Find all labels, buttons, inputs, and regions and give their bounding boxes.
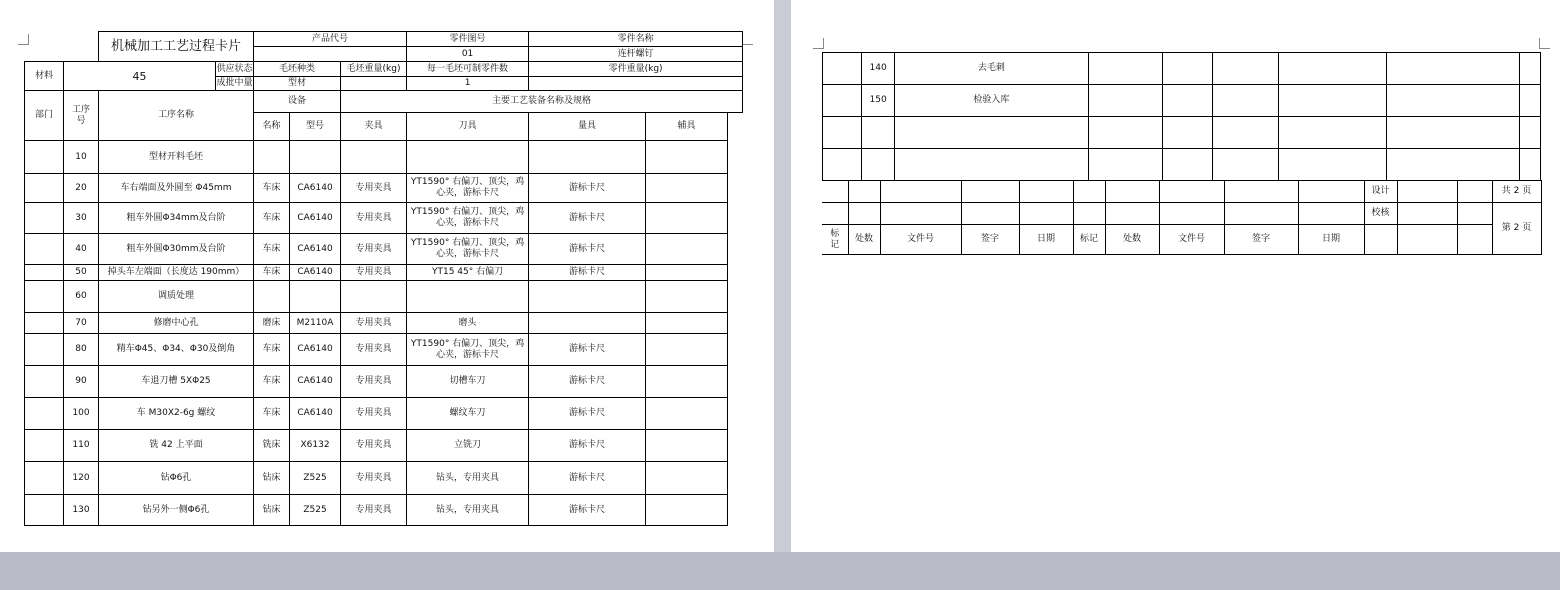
op-name: 去毛刺 xyxy=(895,53,1089,85)
equip-model-label: 型号 xyxy=(290,113,341,141)
op-no: 110 xyxy=(64,430,99,462)
op-no: 20 xyxy=(64,174,99,203)
blank-cell xyxy=(1088,117,1162,149)
equip-name: 车床 xyxy=(254,203,290,234)
dept-cell xyxy=(25,462,64,495)
part-drawing-value: 01 xyxy=(407,47,529,62)
cutter: YT1590° 右偏刀、顶尖，鸡心夹，游标卡尺 xyxy=(407,174,529,203)
gauge xyxy=(529,281,646,313)
fixture: 专用夹具 xyxy=(341,430,407,462)
material-value: 45 xyxy=(64,62,216,91)
gauge: 游标卡尺 xyxy=(529,265,646,281)
equip-model: CA6140 xyxy=(290,334,341,366)
cutter: YT1590° 右偏刀、顶尖，鸡心夹，游标卡尺 xyxy=(407,334,529,366)
op-no: 30 xyxy=(64,203,99,234)
crop-mark xyxy=(742,34,753,45)
gauge: 游标卡尺 xyxy=(529,430,646,462)
aux-label: 辅具 xyxy=(646,113,728,141)
blank-cell xyxy=(1088,53,1162,85)
equip-name: 磨床 xyxy=(254,313,290,334)
equip-name: 钻床 xyxy=(254,462,290,495)
fixture-label: 夹具 xyxy=(341,113,407,141)
fixture: 专用夹具 xyxy=(341,366,407,398)
material-label: 材料 xyxy=(25,62,64,91)
blank-cell xyxy=(1386,149,1519,181)
cutter: 立铣刀 xyxy=(407,430,529,462)
process-card-continued-table xyxy=(822,52,1541,181)
blank-cell xyxy=(862,149,895,181)
equip-model: CA6140 xyxy=(290,265,341,281)
part-drawing-label: 零件图号 xyxy=(407,32,529,47)
mark-label: 标记 xyxy=(822,225,848,255)
operation-row xyxy=(823,149,1541,181)
equip-name xyxy=(254,281,290,313)
cutter-label: 刀具 xyxy=(407,113,529,141)
op-name-label: 工序名称 xyxy=(99,91,254,141)
blank-cell xyxy=(823,85,862,117)
part-name-value: 连杆螺钉 xyxy=(529,47,743,62)
operation-row xyxy=(25,174,743,203)
dept-cell xyxy=(25,398,64,430)
date-label: 日期 xyxy=(1298,225,1364,255)
cutter: 磨头 xyxy=(407,313,529,334)
op-name: 型材开料毛坯 xyxy=(99,141,254,174)
op-name: 车 M30X2-6g 螺纹 xyxy=(99,398,254,430)
blank-cell xyxy=(895,149,1089,181)
operation-row xyxy=(25,265,743,281)
aux-cell xyxy=(646,234,728,265)
fixture xyxy=(341,141,407,174)
operation-row xyxy=(25,234,743,265)
gauge: 游标卡尺 xyxy=(529,334,646,366)
op-name: 铣 42 上平面 xyxy=(99,430,254,462)
equip-name: 车床 xyxy=(254,334,290,366)
signature-footer-table xyxy=(822,180,1542,255)
blank-type-value: 型材 xyxy=(254,77,341,91)
cutter: YT1590° 右偏刀、顶尖，鸡心夹，游标卡尺 xyxy=(407,234,529,265)
page-number: 第 2 页 xyxy=(1492,203,1541,255)
equip-model: CA6140 xyxy=(290,366,341,398)
place-label: 处数 xyxy=(1105,225,1159,255)
place-label: 处数 xyxy=(848,225,880,255)
blank-cell xyxy=(1519,85,1540,117)
fixture: 专用夹具 xyxy=(341,203,407,234)
equip-name: 车床 xyxy=(254,234,290,265)
gauge: 游标卡尺 xyxy=(529,203,646,234)
pieces-value: 1 xyxy=(407,77,529,91)
equip-model: CA6140 xyxy=(290,398,341,430)
aux-cell xyxy=(646,174,728,203)
operation-row xyxy=(25,366,743,398)
blank-cell xyxy=(1213,117,1279,149)
blank-cell xyxy=(1162,85,1212,117)
aux-cell xyxy=(646,265,728,281)
equip-model: CA6140 xyxy=(290,203,341,234)
dept-cell xyxy=(25,430,64,462)
aux-cell xyxy=(646,334,728,366)
blank-cell xyxy=(1279,85,1386,117)
dept-cell xyxy=(25,366,64,398)
sign-label: 签字 xyxy=(1224,225,1298,255)
operation-row xyxy=(25,141,743,174)
blank-cell xyxy=(1279,149,1386,181)
pieces-per-blank-label: 每一毛坯可制零件数 xyxy=(407,62,529,77)
blank-cell xyxy=(1213,53,1279,85)
dept-cell xyxy=(25,281,64,313)
tooling-label: 主要工艺装备名称及规格 xyxy=(341,91,743,113)
gauge xyxy=(529,141,646,174)
equip-name: 钻床 xyxy=(254,495,290,526)
dept-cell xyxy=(25,313,64,334)
blank-cell xyxy=(1279,53,1386,85)
blank-cell xyxy=(823,53,862,85)
operation-row xyxy=(25,462,743,495)
fixture: 专用夹具 xyxy=(341,398,407,430)
blank-type-label: 毛坯种类 xyxy=(254,62,341,77)
aux-cell xyxy=(646,462,728,495)
fixture xyxy=(341,281,407,313)
op-name: 粗车外圆Φ34mm及台阶 xyxy=(99,203,254,234)
equip-model xyxy=(290,281,341,313)
fixture: 专用夹具 xyxy=(341,313,407,334)
check-label: 校核 xyxy=(1364,203,1397,225)
blank-weight-label: 毛坯重量(kg) xyxy=(341,62,407,77)
operation-row xyxy=(25,203,743,234)
cutter xyxy=(407,281,529,313)
fixture: 专用夹具 xyxy=(341,334,407,366)
op-name: 精车Φ45、Φ34、Φ30及倒角 xyxy=(99,334,254,366)
op-no: 90 xyxy=(64,366,99,398)
gauge-label: 量具 xyxy=(529,113,646,141)
cutter: 钻头，专用夹具 xyxy=(407,462,529,495)
cutter: YT15 45° 右偏刀 xyxy=(407,265,529,281)
dept-cell xyxy=(25,265,64,281)
op-name: 修磨中心孔 xyxy=(99,313,254,334)
aux-cell xyxy=(646,430,728,462)
aux-cell xyxy=(646,141,728,174)
card-title: 机械加工工艺过程卡片 xyxy=(99,32,254,62)
dept-cell xyxy=(25,203,64,234)
blank-cell xyxy=(823,149,862,181)
gauge: 游标卡尺 xyxy=(529,234,646,265)
aux-cell xyxy=(646,398,728,430)
cutter: 切槽车刀 xyxy=(407,366,529,398)
op-no: 130 xyxy=(64,495,99,526)
gauge xyxy=(529,313,646,334)
dept-cell xyxy=(25,334,64,366)
cutter xyxy=(407,141,529,174)
operation-row xyxy=(25,334,743,366)
blank-cell xyxy=(1162,149,1212,181)
equip-model: CA6140 xyxy=(290,174,341,203)
op-no: 140 xyxy=(862,53,895,85)
sign-label: 签字 xyxy=(961,225,1019,255)
blank-cell xyxy=(1162,117,1212,149)
gauge: 游标卡尺 xyxy=(529,174,646,203)
blank-cell xyxy=(1088,85,1162,117)
equip-model: Z525 xyxy=(290,462,341,495)
aux-cell xyxy=(646,495,728,526)
op-name: 检验入库 xyxy=(895,85,1089,117)
op-no: 120 xyxy=(64,462,99,495)
equip-label: 设备 xyxy=(254,91,341,113)
document-page-2 xyxy=(791,0,1560,552)
fixture: 专用夹具 xyxy=(341,265,407,281)
supply-state-label: 供应状态 xyxy=(216,62,254,77)
dept-cell xyxy=(25,174,64,203)
gauge: 游标卡尺 xyxy=(529,366,646,398)
date-label: 日期 xyxy=(1019,225,1073,255)
operation-row xyxy=(823,117,1541,149)
equip-name: 车床 xyxy=(254,398,290,430)
op-name: 车退刀槽 5XΦ25 xyxy=(99,366,254,398)
blank-cell xyxy=(1088,149,1162,181)
blank-cell xyxy=(1519,149,1540,181)
equip-name xyxy=(254,141,290,174)
product-code-label: 产品代号 xyxy=(254,32,407,47)
operation-row xyxy=(25,430,743,462)
op-name: 掉头车左端面（长度达 190mm） xyxy=(99,265,254,281)
equip-model: M2110A xyxy=(290,313,341,334)
op-name: 钻另外一侧Φ6孔 xyxy=(99,495,254,526)
blank-cell xyxy=(823,117,862,149)
equip-name-label: 名称 xyxy=(254,113,290,141)
document-page-1 xyxy=(0,0,774,552)
blank-cell xyxy=(1386,117,1519,149)
op-no: 70 xyxy=(64,313,99,334)
gauge: 游标卡尺 xyxy=(529,462,646,495)
dept-cell xyxy=(25,141,64,174)
equip-name: 车床 xyxy=(254,366,290,398)
op-no: 50 xyxy=(64,265,99,281)
equip-model: Z525 xyxy=(290,495,341,526)
blank-cell xyxy=(1386,53,1519,85)
operation-row xyxy=(25,281,743,313)
op-no: 80 xyxy=(64,334,99,366)
aux-cell xyxy=(646,203,728,234)
blank-cell xyxy=(1386,85,1519,117)
equip-model: CA6140 xyxy=(290,234,341,265)
fixture: 专用夹具 xyxy=(341,462,407,495)
op-no: 60 xyxy=(64,281,99,313)
op-name: 钻Φ6孔 xyxy=(99,462,254,495)
blank-cell xyxy=(895,117,1089,149)
operation-row xyxy=(823,85,1541,117)
part-weight-label: 零件重量(kg) xyxy=(529,62,743,77)
op-no: 40 xyxy=(64,234,99,265)
total-pages: 共 2 页 xyxy=(1492,181,1541,203)
cutter: 螺纹车刀 xyxy=(407,398,529,430)
dept-label: 部门 xyxy=(25,91,64,141)
equip-model: X6132 xyxy=(290,430,341,462)
op-name: 车右端面及外圆至 Φ45mm xyxy=(99,174,254,203)
aux-cell xyxy=(646,366,728,398)
fixture: 专用夹具 xyxy=(341,234,407,265)
blank-cell xyxy=(1519,117,1540,149)
continued-operations-body xyxy=(823,53,1541,181)
gauge: 游标卡尺 xyxy=(529,398,646,430)
cutter: YT1590° 右偏刀、顶尖，鸡心夹，游标卡尺 xyxy=(407,203,529,234)
blank-cell xyxy=(1213,149,1279,181)
doc-no-label: 文件号 xyxy=(1159,225,1224,255)
operation-row xyxy=(823,53,1541,85)
dept-cell xyxy=(25,495,64,526)
equip-name: 铣床 xyxy=(254,430,290,462)
batch-label: 成批中量 xyxy=(216,77,254,91)
operation-row xyxy=(25,398,743,430)
crop-mark xyxy=(1539,38,1550,49)
page-gap xyxy=(774,0,791,552)
op-name: 粗车外圆Φ30mm及台阶 xyxy=(99,234,254,265)
fixture: 专用夹具 xyxy=(341,495,407,526)
part-name-label: 零件名称 xyxy=(529,32,743,47)
blank-cell xyxy=(1279,117,1386,149)
blank-cell xyxy=(1162,53,1212,85)
op-no: 100 xyxy=(64,398,99,430)
op-no: 150 xyxy=(862,85,895,117)
fixture: 专用夹具 xyxy=(341,174,407,203)
operations-body xyxy=(25,141,743,526)
process-card-table xyxy=(24,31,743,526)
op-no: 10 xyxy=(64,141,99,174)
crop-mark xyxy=(813,38,824,49)
aux-cell xyxy=(646,313,728,334)
gauge: 游标卡尺 xyxy=(529,495,646,526)
equip-model xyxy=(290,141,341,174)
equip-name: 车床 xyxy=(254,174,290,203)
design-label: 设计 xyxy=(1364,181,1397,203)
aux-cell xyxy=(646,281,728,313)
equip-name: 车床 xyxy=(254,265,290,281)
blank-cell xyxy=(1519,53,1540,85)
op-name: 调质处理 xyxy=(99,281,254,313)
operation-row xyxy=(25,495,743,526)
op-no-label: 工序号 xyxy=(64,91,99,141)
dept-cell xyxy=(25,234,64,265)
blank-cell xyxy=(862,117,895,149)
doc-no-label: 文件号 xyxy=(880,225,961,255)
cutter: 钻头，专用夹具 xyxy=(407,495,529,526)
blank-cell xyxy=(1213,85,1279,117)
operation-row xyxy=(25,313,743,334)
mark-label: 标记 xyxy=(1073,225,1105,255)
